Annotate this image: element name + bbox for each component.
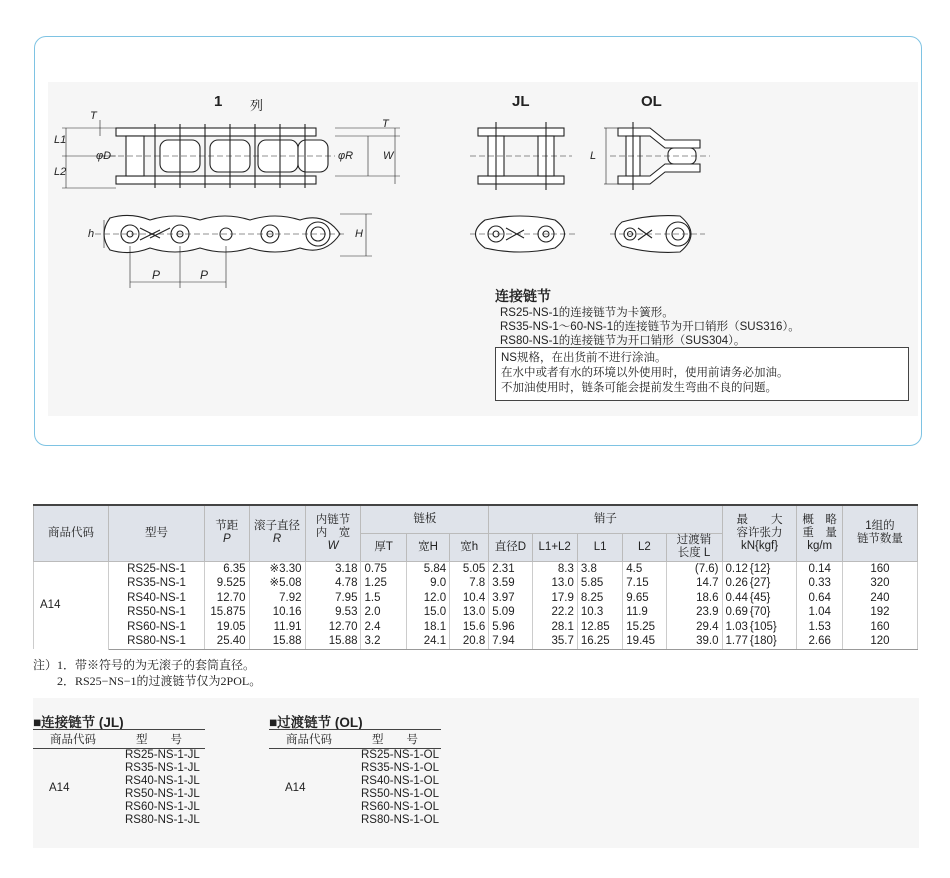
cell-t: 1.5 xyxy=(361,591,406,606)
table-row xyxy=(34,634,918,649)
table-row xyxy=(34,576,918,591)
ns-notice-line-3: 不加油使用时，链条可能会提前发生弯曲不良的问题。 xyxy=(501,382,777,394)
cell-kg: 1.53 xyxy=(797,620,842,635)
tension-kn: 0.26 xyxy=(725,577,748,589)
tension-kn: 1.03 xyxy=(725,620,748,633)
cell-l12: 13.0 xyxy=(532,576,577,591)
cell-l12: 22.2 xyxy=(532,605,577,620)
cell-r: ※3.30 xyxy=(249,561,305,576)
col-pitch: 节距 P xyxy=(205,505,250,561)
cell-t: 2.0 xyxy=(361,605,406,620)
cell-l: 18.6 xyxy=(666,591,722,606)
cell-H: 15.0 xyxy=(406,605,449,620)
cell-p: 25.40 xyxy=(205,634,250,649)
col-plate-wh: 宽h xyxy=(450,533,489,561)
cell-model: RS40-NS-1 xyxy=(108,591,204,606)
cell-w: 4.78 xyxy=(305,576,361,591)
cell-kg: 2.66 xyxy=(797,634,842,649)
col-plate-wH: 宽H xyxy=(406,533,449,561)
jl-label: JL xyxy=(512,93,530,110)
col-code: 商品代码 xyxy=(34,505,109,561)
cell-w: 3.18 xyxy=(305,561,361,576)
dim-l-ol: L xyxy=(590,150,597,162)
cell-H: 24.1 xyxy=(406,634,449,649)
cell-p: 6.35 xyxy=(205,561,250,576)
dim-p-2: P xyxy=(200,268,209,282)
tension-kgf: {45} xyxy=(749,591,771,604)
ol-table xyxy=(269,729,441,827)
dim-t-right: T xyxy=(382,118,389,130)
cell-model: RS60-NS-1 xyxy=(108,620,204,635)
table-row xyxy=(34,591,918,606)
cell-H: 12.0 xyxy=(406,591,449,606)
tension-kn: 0.12 xyxy=(725,562,748,575)
cell-r: 11.91 xyxy=(249,620,305,635)
jl-col-model: 型 号 xyxy=(113,730,205,749)
cell-w: 15.88 xyxy=(305,634,361,649)
cell-d: 2.31 xyxy=(489,561,532,576)
connector-line-2: RS35-NS-1～60-NS-1的连接链节为开口销形（SUS316）。 xyxy=(500,321,800,333)
table-row xyxy=(34,605,918,620)
col-pin-l1: L1 xyxy=(577,533,622,561)
cell-r: 10.16 xyxy=(249,605,305,620)
tension-kn: 0.69 xyxy=(725,606,748,618)
cell-H: 18.1 xyxy=(406,620,449,635)
sub-cell-code: A14 xyxy=(49,781,70,794)
tension-kgf: {12} xyxy=(749,562,771,575)
cell-tension xyxy=(722,634,797,649)
cell-d: 3.59 xyxy=(489,576,532,591)
jl-table-title: ■连接链节 (JL) xyxy=(33,715,124,730)
spec-table xyxy=(33,504,918,650)
cell-model: RS25-NS-1 xyxy=(108,561,204,576)
cell-n: 192 xyxy=(842,605,917,620)
cell-w: 12.70 xyxy=(305,620,361,635)
cell-t: 3.2 xyxy=(361,634,406,649)
cell-t: 0.75 xyxy=(361,561,406,576)
drawing-title-cn: 列 xyxy=(250,98,264,113)
ol-col-code: 商品代码 xyxy=(269,730,349,749)
ns-notice-line-1: NS规格，在出货前不进行涂油。 xyxy=(501,352,667,364)
cell-d: 3.97 xyxy=(489,591,532,606)
cell-l1: 10.3 xyxy=(577,605,622,620)
cell-r: 7.92 xyxy=(249,591,305,606)
tension-kgf: {105} xyxy=(749,620,777,633)
cell-l2: 7.15 xyxy=(623,576,666,591)
chain-side-view xyxy=(95,214,372,288)
dim-t-left: T xyxy=(90,110,97,122)
sub-cell-model: RS80-NS-1-OL xyxy=(361,814,439,826)
col-inner: 内链节 内 宽 W xyxy=(305,505,361,561)
sub-cell-model: RS60-NS-1-OL xyxy=(361,801,439,813)
cell-l: 14.7 xyxy=(666,576,722,591)
cell-kg: 0.33 xyxy=(797,576,842,591)
table-row xyxy=(34,620,918,635)
connector-title: 连接链节 xyxy=(495,288,551,304)
cell-l2: 15.25 xyxy=(623,620,666,635)
sub-cell-model: RS80-NS-1-JL xyxy=(125,814,200,826)
cell-w: 7.95 xyxy=(305,591,361,606)
sub-cell-model: RS35-NS-1-JL xyxy=(125,762,200,774)
tension-kgf: {70} xyxy=(749,606,771,618)
dim-l1: L1 xyxy=(54,134,67,146)
cell-p: 9.525 xyxy=(205,576,250,591)
tension-kgf: {27} xyxy=(749,577,771,589)
jl-top-view xyxy=(470,122,572,190)
cell-kg: 0.64 xyxy=(797,591,842,606)
dim-p-1: P xyxy=(152,268,161,282)
col-pin-l2: L2 xyxy=(623,533,666,561)
cell-kg: 1.04 xyxy=(797,605,842,620)
tension-kgf: {180} xyxy=(749,635,777,647)
cell-kg: 0.14 xyxy=(797,561,842,576)
cell-l1: 5.85 xyxy=(577,576,622,591)
col-pin-ol: 过渡销 长度 L xyxy=(666,533,722,561)
cell-l2: 4.5 xyxy=(623,561,666,576)
cell-h: 20.8 xyxy=(450,634,489,649)
sub-cell-model: RS35-NS-1-OL xyxy=(361,762,439,774)
sub-cell-model: RS40-NS-1-OL xyxy=(361,775,439,787)
col-roller: 滚子直径 R xyxy=(249,505,305,561)
cell-l1: 12.85 xyxy=(577,620,622,635)
dim-r: φR xyxy=(338,150,354,162)
col-weight: 概 略 重 量 kg/m xyxy=(797,505,842,561)
sub-cell-model: RS25-NS-1-OL xyxy=(361,749,439,761)
col-pin: 销子 xyxy=(489,505,722,533)
dim-w: W xyxy=(383,150,394,162)
sub-cell-model: RS50-NS-1-OL xyxy=(361,788,439,800)
col-model: 型号 xyxy=(108,505,204,561)
ol-table-title: ■过渡链节 (OL) xyxy=(269,715,363,730)
cell-d: 5.96 xyxy=(489,620,532,635)
cell-n: 320 xyxy=(842,576,917,591)
ol-col-model: 型 号 xyxy=(349,730,441,749)
drawing-title-number: 1 xyxy=(214,93,223,110)
dim-h-large: H xyxy=(355,228,363,240)
sub-table-row xyxy=(269,749,441,763)
note-2: 2．RS25−NS−1的过渡链节仅为2POL。 xyxy=(33,674,262,688)
cell-h: 7.8 xyxy=(450,576,489,591)
cell-l1: 16.25 xyxy=(577,634,622,649)
note-1: 注）1．带※符号的为无滚子的套筒直径。 xyxy=(33,658,256,672)
jl-col-code: 商品代码 xyxy=(33,730,113,749)
cell-l12: 17.9 xyxy=(532,591,577,606)
cell-n: 240 xyxy=(842,591,917,606)
sub-cell-code: A14 xyxy=(285,781,306,794)
sub-cell-model: RS50-NS-1-JL xyxy=(125,788,200,800)
cell-code: A14 xyxy=(34,561,109,649)
cell-l2: 19.45 xyxy=(623,634,666,649)
cell-t: 1.25 xyxy=(361,576,406,591)
connector-line-3: RS80-NS-1的连接链节为开口销形（SUS304）。 xyxy=(500,335,746,347)
table-row xyxy=(34,561,918,576)
col-pin-l12: L1+L2 xyxy=(532,533,577,561)
jl-table xyxy=(33,729,205,827)
cell-l: 23.9 xyxy=(666,605,722,620)
cell-l2: 9.65 xyxy=(623,591,666,606)
cell-h: 13.0 xyxy=(450,605,489,620)
cell-tension xyxy=(722,576,797,591)
cell-tension xyxy=(722,591,797,606)
col-pin-d: 直径D xyxy=(489,533,532,561)
cell-l2: 11.9 xyxy=(623,605,666,620)
cell-l1: 3.8 xyxy=(577,561,622,576)
cell-r: 15.88 xyxy=(249,634,305,649)
cell-t: 2.4 xyxy=(361,620,406,635)
cell-n: 160 xyxy=(842,561,917,576)
cell-n: 120 xyxy=(842,634,917,649)
sub-cell-model: RS40-NS-1-JL xyxy=(125,775,200,787)
cell-model: RS80-NS-1 xyxy=(108,634,204,649)
ol-label: OL xyxy=(641,93,662,110)
cell-l12: 8.3 xyxy=(532,561,577,576)
col-plate-t: 厚T xyxy=(361,533,406,561)
cell-h: 10.4 xyxy=(450,591,489,606)
cell-H: 9.0 xyxy=(406,576,449,591)
sub-table-row xyxy=(33,749,205,763)
tension-kn: 1.77 xyxy=(725,635,748,647)
cell-n: 160 xyxy=(842,620,917,635)
cell-w: 9.53 xyxy=(305,605,361,620)
table-notes xyxy=(33,657,261,689)
connector-line-1: RS25-NS-1的连接链节为卡簧形。 xyxy=(500,307,674,319)
dim-h-small: h xyxy=(88,228,95,240)
cell-r: ※5.08 xyxy=(249,576,305,591)
col-count: 1组的 链节数量 xyxy=(842,505,917,561)
cell-l: 39.0 xyxy=(666,634,722,649)
cell-h: 15.6 xyxy=(450,620,489,635)
ns-notice-box xyxy=(495,347,909,401)
cell-d: 7.94 xyxy=(489,634,532,649)
jl-side-view xyxy=(470,216,575,252)
cell-model: RS35-NS-1 xyxy=(108,576,204,591)
cell-l: (7.6) xyxy=(666,561,722,576)
col-plate: 链板 xyxy=(361,505,489,533)
col-tension: 最 大 容许张力 kN{kgf} xyxy=(722,505,797,561)
cell-l: 29.4 xyxy=(666,620,722,635)
cell-p: 15.875 xyxy=(205,605,250,620)
cell-d: 5.09 xyxy=(489,605,532,620)
cell-l12: 35.7 xyxy=(532,634,577,649)
ol-side-view xyxy=(610,216,705,253)
ol-top-view xyxy=(604,122,710,190)
cell-h: 5.05 xyxy=(450,561,489,576)
cell-tension xyxy=(722,605,797,620)
dim-l2: L2 xyxy=(54,166,67,178)
tension-kn: 0.44 xyxy=(725,591,748,604)
cell-l12: 28.1 xyxy=(532,620,577,635)
cell-model: RS50-NS-1 xyxy=(108,605,204,620)
cell-l1: 8.25 xyxy=(577,591,622,606)
cell-p: 12.70 xyxy=(205,591,250,606)
cell-p: 19.05 xyxy=(205,620,250,635)
ns-notice-line-2: 在水中或者有水的环境以外使用时，使用前请务必加油。 xyxy=(501,367,789,379)
sub-cell-model: RS25-NS-1-JL xyxy=(125,749,200,761)
cell-tension xyxy=(722,561,797,576)
sub-cell-model: RS60-NS-1-JL xyxy=(125,801,200,813)
dim-d: φD xyxy=(96,150,112,162)
cell-H: 5.84 xyxy=(406,561,449,576)
cell-tension xyxy=(722,620,797,635)
